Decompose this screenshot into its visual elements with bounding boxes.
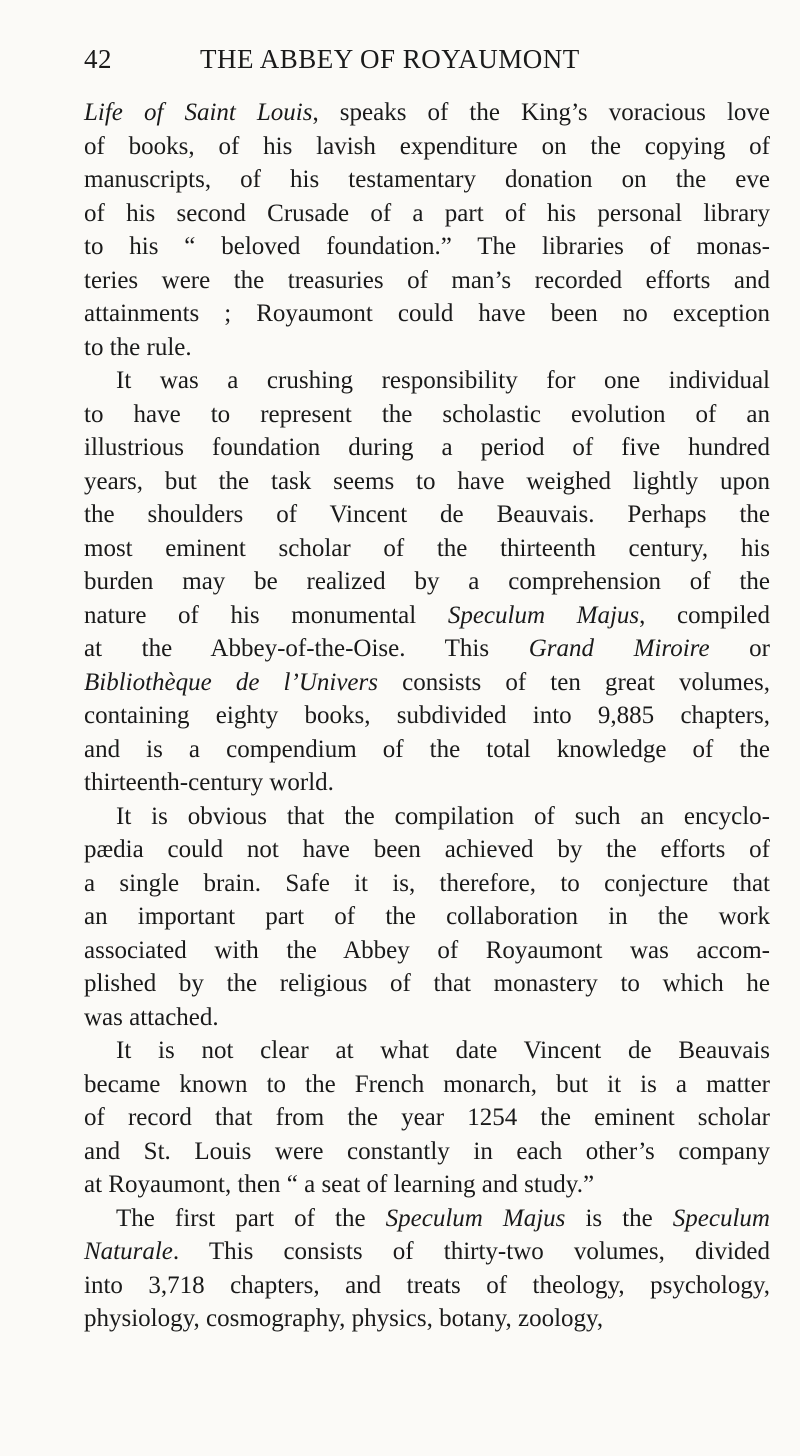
italic-title: Speculum [672,1204,770,1232]
text-line [84,130,770,164]
text-line [84,867,770,901]
text-span: illustrious foundation during a period of five hundred [84,434,770,461]
text-span: became known to the French monarch, but it is a matter [84,1070,770,1098]
text-span: It is not clear at what date Vincent de Beauvais [116,1037,770,1064]
text-line [84,733,770,767]
text-line [84,1101,770,1135]
text-span: and St. Louis were constantly in each other’s company [84,1137,770,1165]
text-line [84,833,770,867]
text-span: , compiled [639,601,770,629]
text-span: most eminent scholar of the thirteenth century, his [84,534,770,562]
text-span: manuscripts, of his testamentary donation on the eve [84,166,770,193]
text-line [84,465,770,499]
text-span: nature of his monumental [84,601,448,629]
text-line [84,1135,770,1169]
text-line [84,699,770,733]
text-line [84,565,770,599]
text-span: plished by the religious of that monastery to which he [84,970,770,997]
text-span: attainments ; Royaumont could have been no exception [84,300,770,327]
page-number: 42 [84,44,112,74]
text-span: to have to represent the scholastic evolution of an [84,400,770,428]
text-span: of books, of his lavish expenditure on the copying of [84,132,770,160]
text-line [84,800,770,834]
text-line [84,967,770,1001]
text-span: The first part of the [116,1204,386,1232]
italic-title: Naturale [84,1238,173,1265]
text-line [84,297,770,331]
running-title: THE ABBEY OF ROYAUMONT [200,44,580,74]
text-span: of record that from the year 1254 the eminent scholar [84,1104,770,1131]
text-line [84,599,770,633]
text-line [84,532,770,566]
page-header [84,44,710,84]
text-span: to the rule. [84,333,192,361]
text-line [84,96,770,130]
text-span: and is a compendium of the total knowledge of the [84,735,770,763]
text-span: at Royaumont, then “ a seat of learning and study.” [84,1171,595,1198]
text-line [84,364,770,398]
text-span: , speaks of the King’s voracious love [312,99,770,126]
text-span: physiology, cosmography, physics, botany, zoology, [84,1305,604,1332]
text-line [84,264,770,298]
text-line [84,900,770,934]
italic-title: Grand Miroire [528,635,710,662]
text-line [84,163,770,197]
text-span: a single brain. Safe it is, therefore, to conjecture that [84,869,770,897]
text-span: associated with the Abbey of Royaumont was accom- [84,936,770,964]
text-line [84,632,770,666]
text-line [84,331,770,365]
text-span: containing eighty books, subdivided into 9,885 chapters, [84,702,770,729]
text-line [84,766,770,800]
text-line [84,431,770,465]
text-span: burden may be realized by a comprehension of the [84,568,770,595]
text-span: of his second Crusade of a part of his personal library [84,199,770,227]
text-span: teries were the treasuries of man’s recorded efforts and [84,266,770,294]
text-line [84,1168,770,1202]
text-span: . This consists of thirty-two volumes, divided [172,1238,770,1265]
text-span: is the [565,1204,673,1232]
text-line [84,498,770,532]
text-line [84,398,770,432]
text-span: an important part of the collaboration in the work [84,903,770,930]
text-span: thirteenth-century world. [84,769,334,796]
text-line [84,1202,770,1236]
text-span: It was a crushing responsibility for one individual [116,367,770,394]
text-span: or [709,635,771,662]
text-line [84,197,770,231]
text-span: consists of ten great volumes, [377,668,770,696]
italic-title: Bibliothèque de l’Univers [84,668,378,696]
text-span: pædia could not have been achieved by the efforts of [84,836,770,863]
text-span: It is obvious that the compilation of such an encyclo- [116,802,770,830]
text-span: into 3,718 chapters, and treats of theology, psychology, [84,1271,770,1299]
text-line [84,666,770,700]
italic-title: Life of Saint Louis [84,99,313,126]
text-line [84,1001,770,1035]
text-span: years, but the task seems to have weighed lightly upon [84,467,770,495]
italic-title: Speculum Majus [385,1204,566,1232]
text-line [84,1302,770,1336]
text-line [84,934,770,968]
text-line [84,230,770,264]
body-text [84,96,770,1336]
text-line [84,1034,770,1068]
text-span: the shoulders of Vincent de Beauvais. Perhaps the [84,501,770,528]
text-line [84,1235,770,1269]
text-line [84,1068,770,1102]
text-span: at the Abbey-of-the-Oise. This [84,635,529,662]
italic-title: Speculum Majus [447,601,640,629]
text-span: to his “ beloved foundation.” The libraries of monas- [84,233,770,260]
text-span: was attached. [84,1003,219,1031]
text-line [84,1269,770,1303]
